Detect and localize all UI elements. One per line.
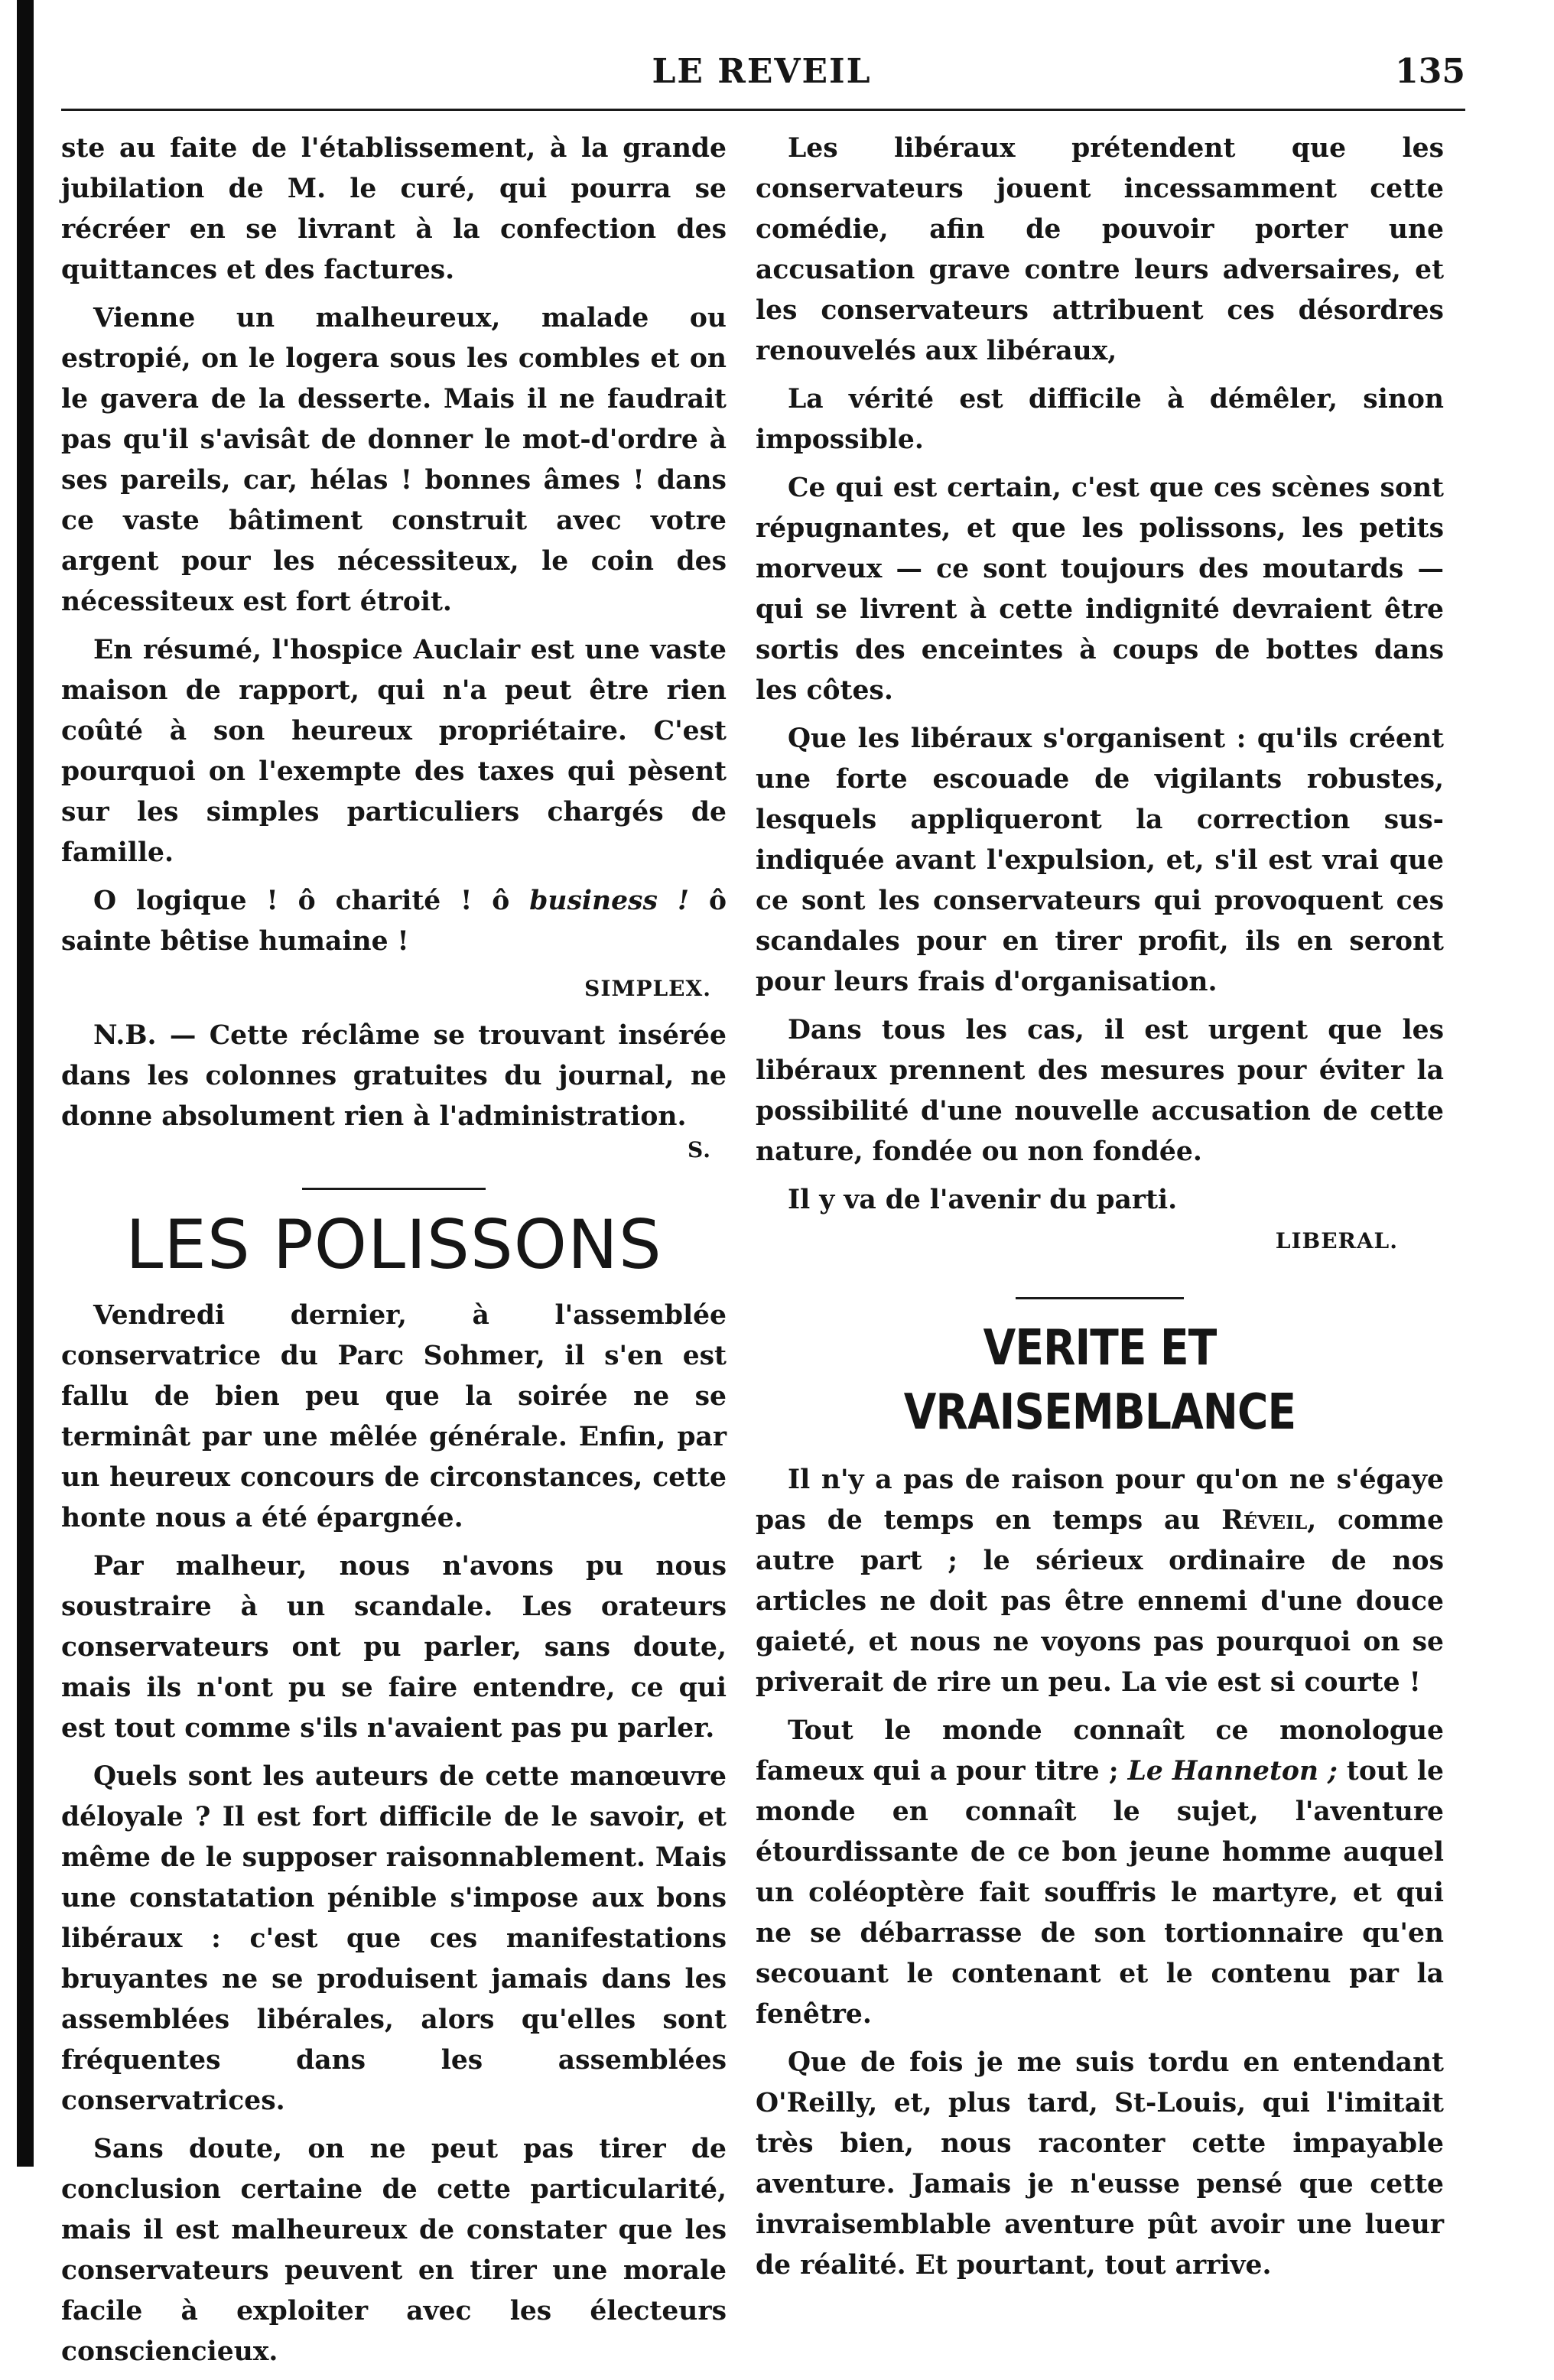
business-italic: business ! <box>529 886 689 916</box>
polissons-paragraph-1: Vendredi dernier, à l'assemblée conservatrice du Parc Sohmer, il s'en est fallu de bien peu que la soirée ne se terminât par une mêlée générale. Enfin, par un heureux concours de circonstances, cette honte nous a été épargnée. <box>61 1300 727 1533</box>
hanneton-italic: Le Hanneton ; <box>1127 1756 1338 1787</box>
verite-p1-after: , comme autre part ; le sérieux ordinaire de nos articles ne doit pas être ennemi d'une douce gaieté, et nous ne voyons pas pourquoi on se priverait de rire un peu. La vie est si courte ! <box>756 1505 1445 1698</box>
continued-paragraph-2: Vienne un malheureux, malade ou estropié, on le logera sous les combles et on le gavera de la desserte. Mais il ne faudrait pas qu'il s'avisât de donner le mot-d'ordre à ses pareils, car, hélas ! bonnes âmes ! dans ce vaste bâtiment construit avec votre argent pour les nécessiteux, le coin des nécessiteux est fort étroit. <box>61 303 727 617</box>
polissons-cont-paragraph-1: Les libéraux prétendent que les conservateurs jouent incessamment cette comédie, afin de pouvoir porter une accusation grave contre leurs adversaires, et les conservateurs attribuent ces désordres renouvelés aux libéraux, <box>756 133 1444 366</box>
nb-note: N.B. — Cette réclâme se trouvant insérée dans les colonnes gratuites du journal, ne donne absolument rien à l'administration. <box>61 1020 727 1132</box>
right-column <box>756 128 1444 2294</box>
article-title-polissons: LES POLISSONS <box>125 1205 662 1284</box>
page-number: 135 <box>1395 52 1465 91</box>
running-head <box>58 43 1465 96</box>
verite-p2-before: Tout le monde connaît ce monologue fameux qui a pour titre ; <box>756 1715 1444 1787</box>
exclamation-after: ô sainte bêtise humaine ! <box>61 886 727 957</box>
reveil-smallcaps: Réveil <box>1221 1505 1308 1536</box>
verite-paragraph-1 <box>756 1460 1444 1703</box>
verite-paragraph-2 <box>756 1711 1444 2035</box>
polissons-paragraph-4: Sans doute, on ne peut pas tirer de conclusion certaine de cette particularité, mais il est malheureux de constater que les conservateurs peuvent en tirer une morale facile à exploiter avec les électeurs consciencieux. <box>61 2134 727 2367</box>
polissons-cont-paragraph-6: Il y va de l'avenir du parti. <box>788 1185 1178 1215</box>
polissons-cont-paragraph-2: La vérité est difficile à démêler, sinon impossible. <box>756 384 1444 455</box>
signature-liberal: LIBERAL. <box>1275 1228 1398 1253</box>
signature-s: S. <box>688 1137 711 1162</box>
polissons-cont-paragraph-3: Ce qui est certain, c'est que ces scènes sont répugnantes, et que les polissons, les petits morveux — ce sont toujours des moutards — qui se livrent à cette indignité devraient être sortis des enceintes à coups de bottes dans les côtes. <box>756 473 1444 706</box>
exclamation-before: O logique ! ô charité ! ô <box>93 886 530 916</box>
polissons-cont-paragraph-5: Dans tous les cas, il est urgent que les libéraux prennent des mesures pour éviter la possibilité d'une nouvelle accusation de cette nature, fondée ou non fondée. <box>756 1015 1444 1167</box>
verite-p1-before: Il n'y a pas de raison pour qu'on ne s'égaye pas de temps en temps au <box>756 1465 1444 1536</box>
paper-name: LE REVEIL <box>652 52 872 91</box>
signature-simplex: SIMPLEX. <box>584 976 711 1001</box>
verite-paragraph-3: Que de fois je me suis tordu en entendant O'Reilly, et, plus tard, St-Louis, qui l'imitait très bien, nous raconter cette impayable aventure. Jamais je n'eusse pensé que cette invraisemblable aventure pût avoir une lueur de réalité. Et pourtant, tout arrive. <box>756 2047 1444 2281</box>
continued-paragraph-1: ste au faite de l'établissement, à la grande jubilation de M. le curé, qui pourra se récréer en se livrant à la confection des quittances et des factures. <box>61 133 727 285</box>
article-title-verite: VERITE ET VRAISEMBLANCE <box>903 1320 1296 1441</box>
section-separator <box>302 1188 486 1190</box>
exclamation-paragraph <box>61 881 727 962</box>
polissons-paragraph-2: Par malheur, nous n'avons pu nous soustraire à un scandale. Les orateurs conservateurs ont pu parler, sans doute, mais ils n'ont pu se faire entendre, ce qui est tout comme s'ils n'avaient pas pu parler. <box>61 1551 727 1744</box>
section-separator-2 <box>1016 1297 1184 1299</box>
binding-edge <box>17 0 34 2167</box>
continued-paragraph-3: En résumé, l'hospice Auclair est une vaste maison de rapport, qui n'a peut être rien coûté à son heureux propriétaire. C'est pourquoi on l'exempte des taxes qui pèsent sur les simples particuliers chargés de famille. <box>61 635 727 868</box>
verite-p2-after: tout le monde en connaît le sujet, l'aventure étourdissante de ce bon jeune homme auquel un coléoptère fait souffris le martyre, et qui ne se débarrasse de son tortionnaire qu'en secouant le contenant et le contenu par la fenêtre. <box>756 1756 1444 2030</box>
polissons-paragraph-3: Quels sont les auteurs de cette manœuvre déloyale ? Il est fort difficile de le savoir, et même de le supposer raisonnablement. Mais une constatation pénible s'impose aux bons libéraux : c'est que ces manifestations bruyantes ne se produisent jamais dans les assemblées libérales, alors qu'elles sont fréquentes dans les assemblées conservatrices. <box>61 1761 727 2116</box>
polissons-cont-paragraph-4: Que les libéraux s'organisent : qu'ils créent une forte escouade de vigilants robustes, lesquels appliqueront la correction sus-indiquée avant l'expulsion, et, s'il est vrai que ce sont les conservateurs qui provoquent ces scandales pour en tirer profit, ils en seront pour leurs frais d'organisation. <box>756 723 1444 997</box>
left-column <box>61 128 727 2380</box>
header-rule <box>61 109 1465 111</box>
